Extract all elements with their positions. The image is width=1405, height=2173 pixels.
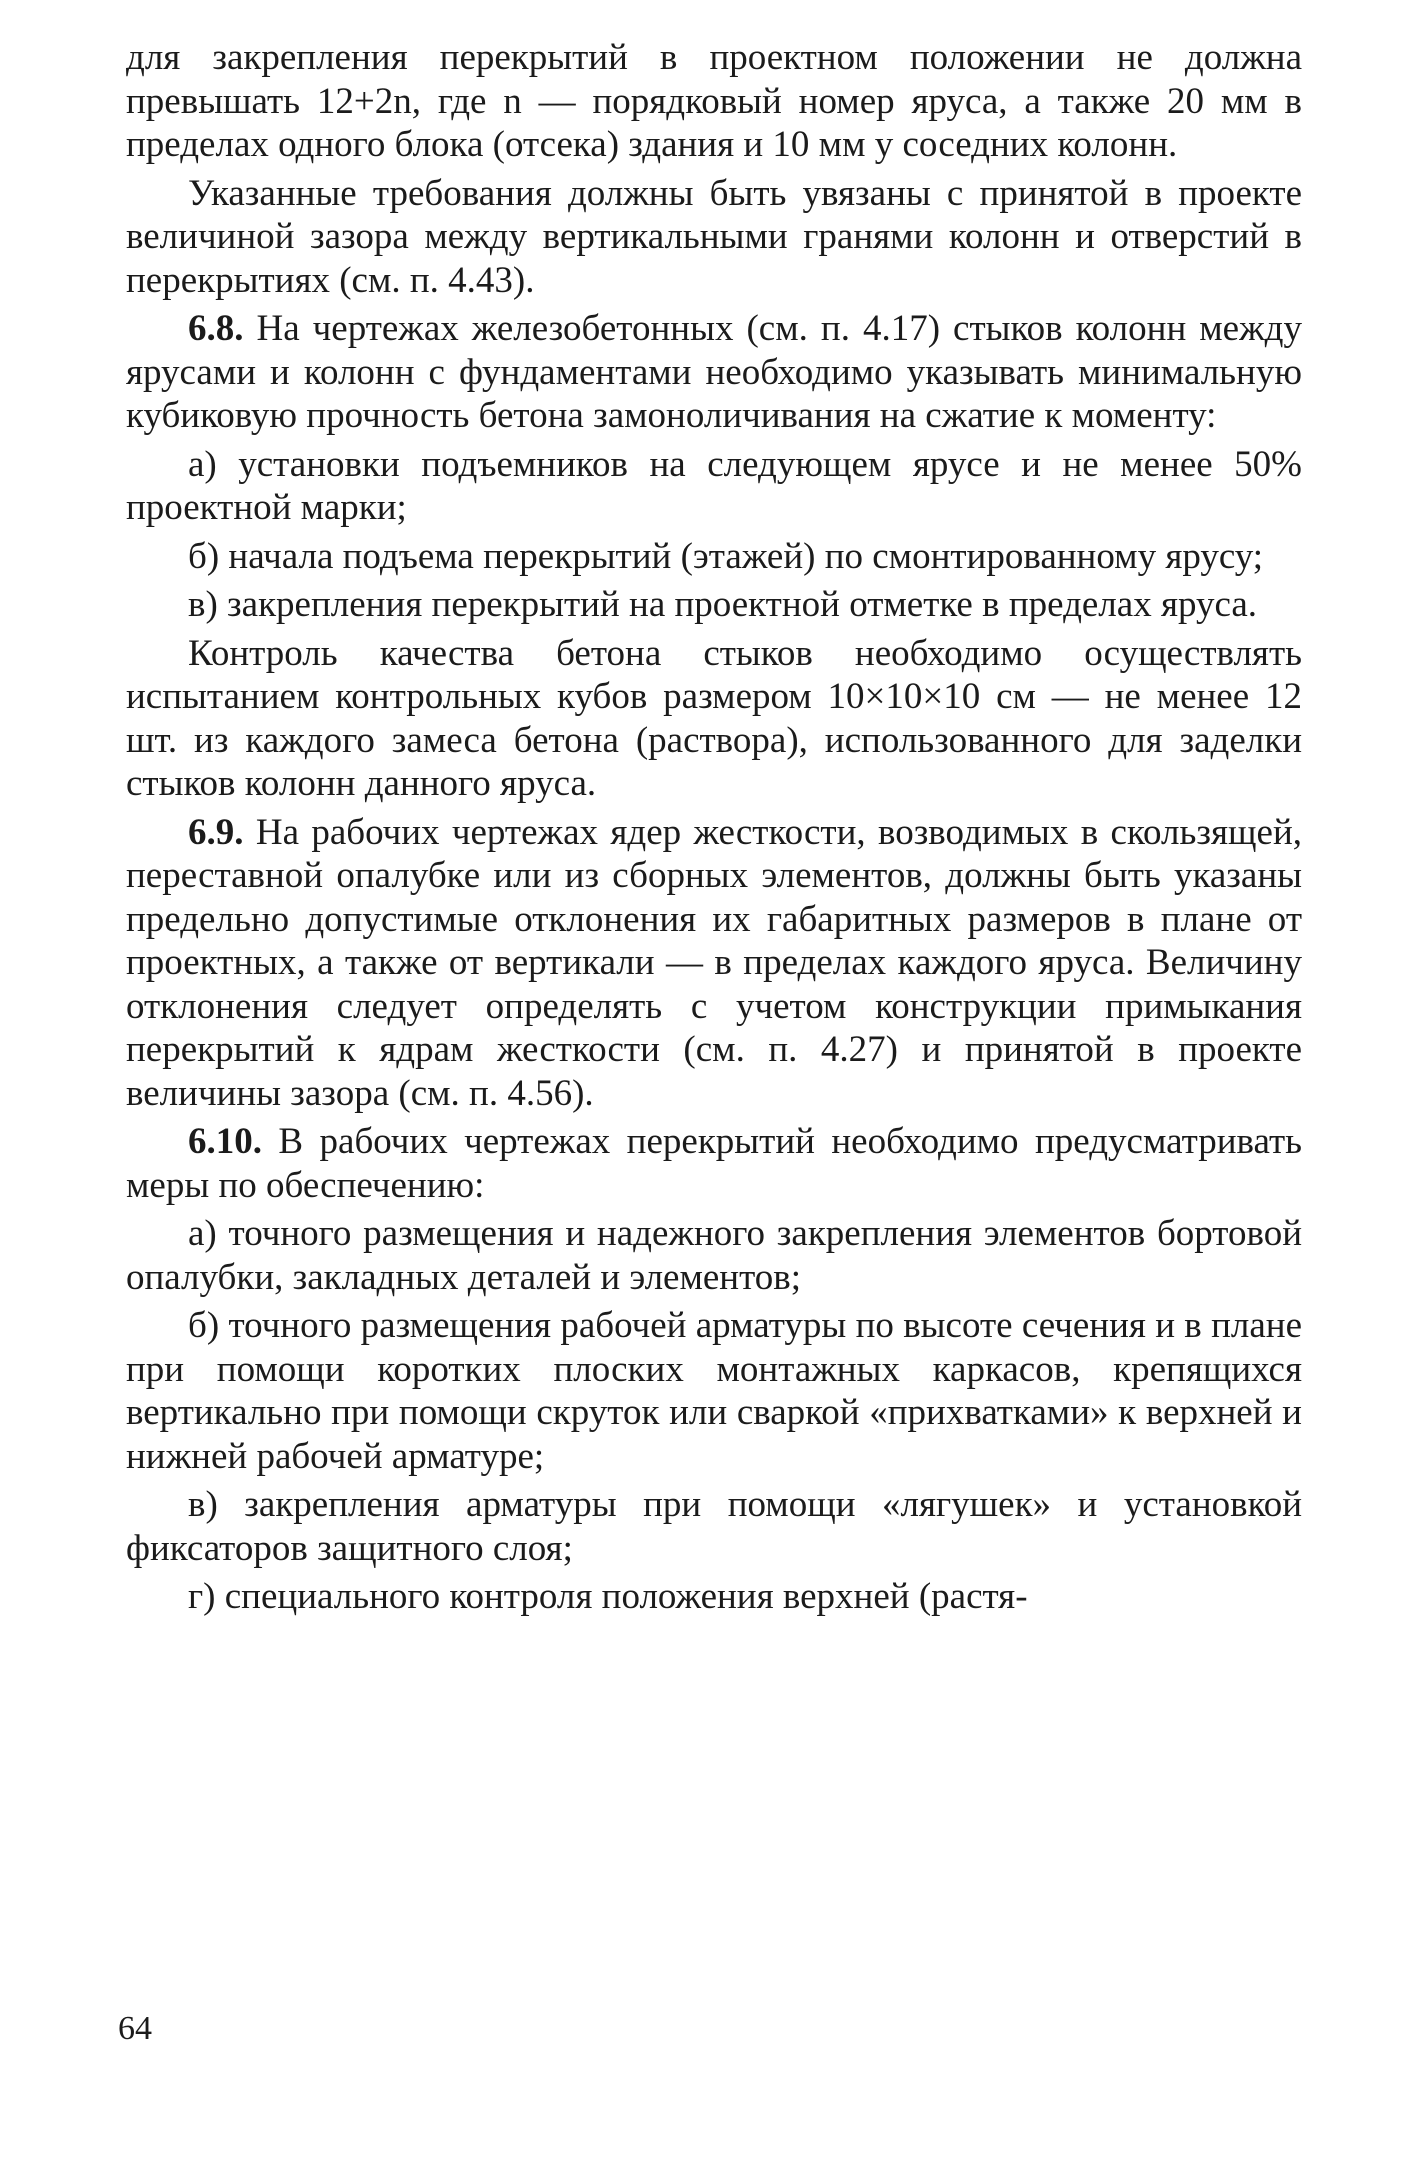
document-page (126, 36, 1302, 1624)
paragraph (126, 36, 1302, 167)
paragraph-text: б) точного размещения рабочей арматуры по высоте сечения и в плане при помощи коротких плоских монтажных каркасов, крепящихся вертикально при помощи скруток или сваркой «прихватками» к верхней и нижней рабочей арматуре; (126, 1305, 1302, 1477)
section-number: 6.10. (188, 1121, 262, 1162)
paragraph-text: а) точного размещения и надежного закрепления элементов бортовой опалубки, закладных деталей и элементов; (126, 1213, 1302, 1298)
page-number: 64 (118, 2010, 152, 2047)
paragraph (126, 632, 1302, 806)
list-item (126, 1212, 1302, 1299)
list-item (126, 1483, 1302, 1570)
list-item (126, 1575, 1302, 1619)
section-paragraph-6-9 (126, 811, 1302, 1116)
paragraph-text: Контроль качества бетона стыков необходимо осуществлять испытанием контрольных кубов размером 10×10×10 см — не менее 12 шт. из каждого замеса бетона (раствора), использованного для заделки стыков колонн данного яруса. (126, 632, 1302, 804)
paragraph (126, 172, 1302, 303)
paragraph-text: В рабочих чертежах перекрытий необходимо предусматривать меры по обеспечению: (126, 1121, 1302, 1206)
list-item (126, 583, 1302, 627)
paragraph-text: На рабочих чертежах ядер жесткости, возводимых в скользящей, переставной опалубке или из сборных элементов, должны быть указаны предельно допустимые отклонения их габаритных размеров в плане от проектных, а также от вертикали — в пределах каждого яруса. Величину отклонения следует определять с учетом конструкции примыкания перекрытий к ядрам жесткости (см. п. 4.27) и принятой в проекте величины зазора (см. п. 4.56). (126, 811, 1302, 1114)
paragraph-text: в) закрепления арматуры при помощи «лягушек» и установкой фиксаторов защитного слоя; (126, 1484, 1302, 1569)
list-item (126, 535, 1302, 579)
list-item (126, 1304, 1302, 1478)
paragraph-text: в) закрепления перекрытий на проектной отметке в пределах яруса. (188, 584, 1258, 625)
section-paragraph-6-10 (126, 1120, 1302, 1207)
section-number: 6.8. (188, 308, 244, 349)
paragraph-text: На чертежах железобетонных (см. п. 4.17) стыков колонн между ярусами и колонн с фундаментами необходимо указывать минимальную кубиковую прочность бетона замоноличивания на сжатие к моменту: (126, 308, 1302, 436)
section-paragraph-6-8 (126, 307, 1302, 438)
list-item (126, 443, 1302, 530)
paragraph-text: Указанные требования должны быть увязаны с принятой в проекте величиной зазора между вертикальными гранями колонн и отверстий в перекрытиях (см. п. 4.43). (126, 172, 1302, 301)
section-number: 6.9. (188, 811, 244, 853)
paragraph-text: б) начала подъема перекрытий (этажей) по смонтированному ярусу; (188, 535, 1264, 577)
paragraph-text: а) установки подъемников на следующем ярусе и не менее 50% проектной марки; (126, 443, 1302, 528)
paragraph-text: для закрепления перекрытий в проектном положении не должна превышать 12+2n, где n — порядковый номер яруса, а также 20 мм в пределах одного блока (отсека) здания и 10 мм у соседних колонн. (126, 37, 1302, 165)
paragraph-text: г) специального контроля положения верхней (растя- (188, 1576, 1028, 1617)
